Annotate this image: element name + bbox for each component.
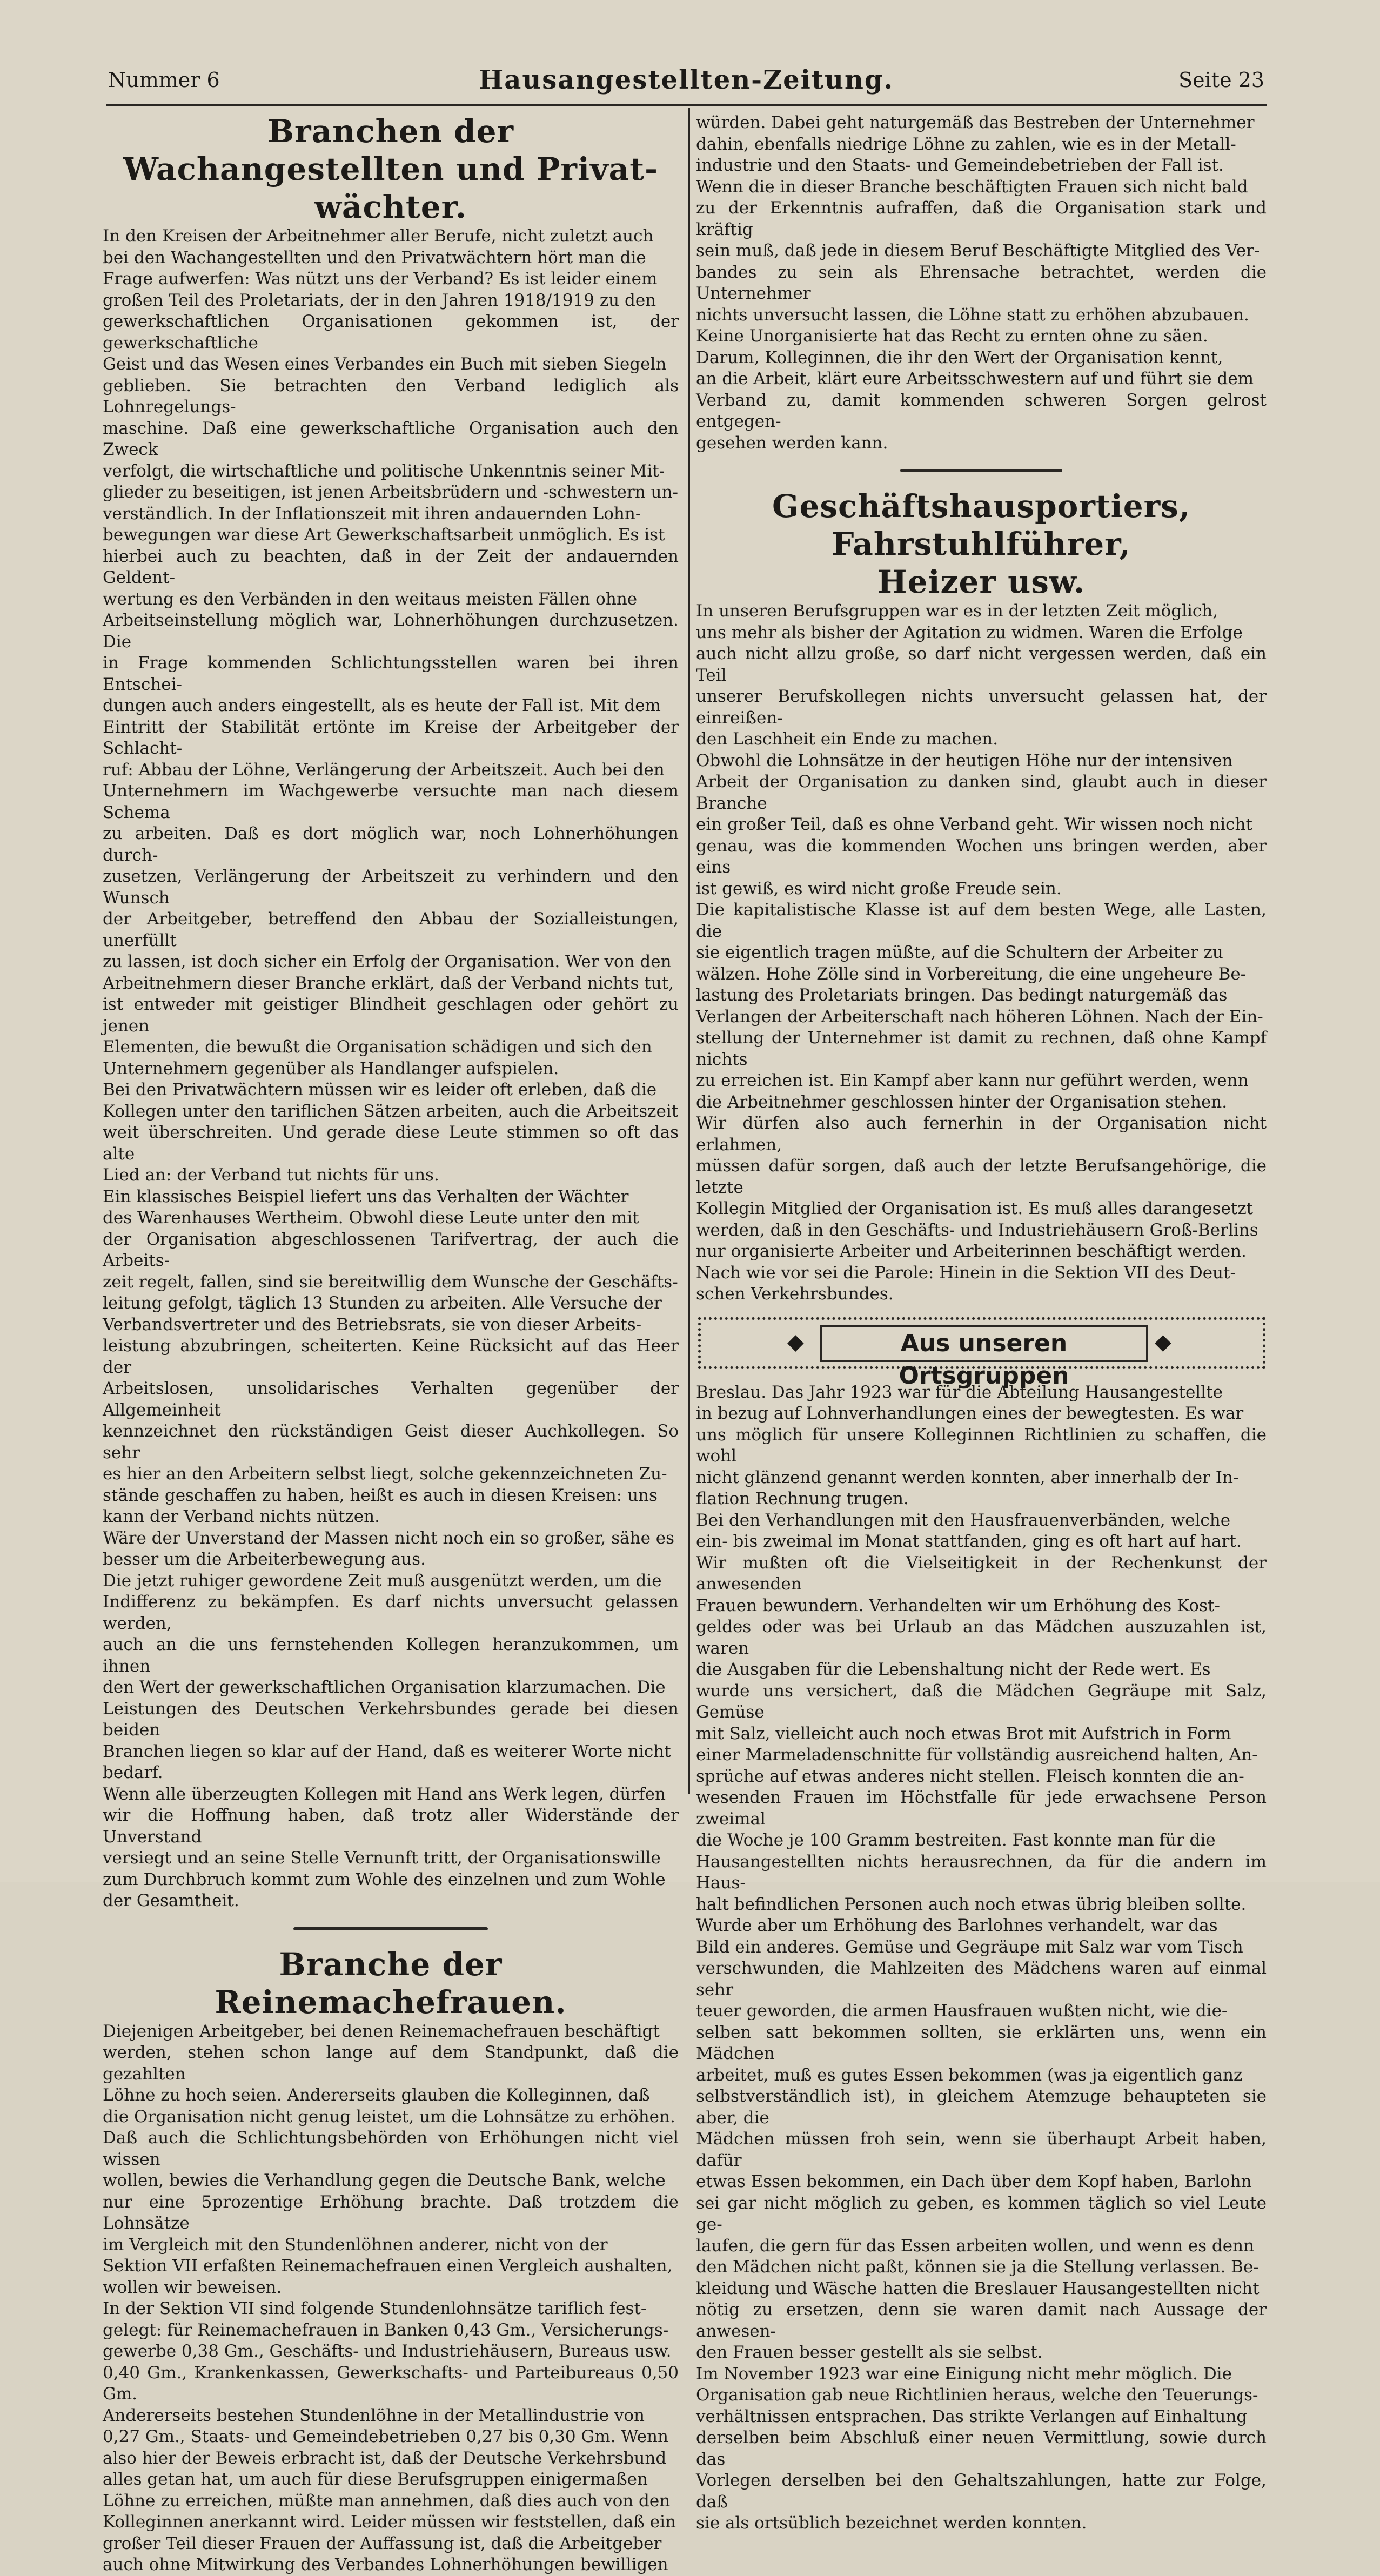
paragraph: Im November 1923 war eine Einigung nicht mehr möglich. Die Organisation gab neue Richtlinien heraus, welche den Teuerungs- verhältnissen entsprachen. Das strikte Verlangen auf Einhaltung derselben beim Abschluß einer neuen Vermittlung, sowie durch das Vorlegen derselben bei den Gehaltszahlungen, hatte zur Folge, daß sie als ortsüblich bezeichnet werden konnten. bbox=[696, 2364, 1267, 2533]
diamond-ornament-icon: ◆ bbox=[787, 1329, 804, 1354]
page-header bbox=[108, 65, 1264, 103]
section-divider bbox=[900, 469, 1062, 472]
paragraph: In unseren Berufsgruppen war es in der letzten Zeit möglich, uns mehr als bisher der Agitation zu widmen. Waren die Erfolge auch nicht allzu große, so darf nicht vergessen werden, daß ein Teil unserer Berufskollegen nichts unversucht gelassen hat, der einreißen- den Laschheit ein Ende zu machen. bbox=[696, 601, 1267, 749]
diamond-ornament-icon: ◆ bbox=[1155, 1329, 1171, 1354]
issue-number: Nummer 6 bbox=[108, 68, 220, 92]
paragraph: Die kapitalistische Klasse ist auf dem besten Wege, alle Lasten, die sie eigentlich tragen müßte, auf die Schultern der Arbeiter zu wälzen. Hohe Zölle sind in Vorbereitung, die eine ungeheure Be- lastung des Proletariats bringen. Das bedingt naturgemäß das Verlangen der Arbeiterschaft nach höheren Löhnen. Nach der Ein- stellung der Unternehmer ist damit zu rechnen, daß ohne Kampf nichts zu erreichen ist. Ein Kampf aber kann nur geführt werden, wenn die Arbeitnehmer geschlossen hinter der Organisation stehen. bbox=[696, 900, 1267, 1112]
page-number: Seite 23 bbox=[1178, 68, 1264, 92]
column-rule bbox=[688, 108, 690, 1794]
paragraph: Wenn die in dieser Branche beschäftigten Frauen sich nicht bald zu der Erkenntnis aufraffen, daß die Organisation stark und kräftig sein muß, daß jede in diesem Beruf Beschäftigte Mitglied des Ver- bandes zu sein als Ehrensache betrachtet, werden die Unternehmer nichts unversucht lassen, die Löhne statt zu erhöhen abzubauen. bbox=[696, 177, 1267, 325]
left-column bbox=[103, 112, 679, 2576]
section-divider bbox=[293, 1927, 488, 1930]
newspaper-title: Hausangestellten-Zeitung. bbox=[478, 65, 894, 95]
paragraph: Darum, Kolleginnen, die ihr den Wert der Organisation kennt, an die Arbeit, klärt eure Arbeitsschwestern auf und führt sie dem Verband zu, damit kommenden schweren Sorgen gelrost entgegen- gesehen werden kann. bbox=[696, 347, 1267, 453]
paragraph: Wir dürfen also auch fernerhin in der Organisation nicht erlahmen, müssen dafür sorgen, daß auch der letzte Berufsangehörige, die letzte Kollegin Mitglied der Organisation ist. Es muß alles darangesetzt werden, daß in den Geschäfts- und Industriehäusern Groß-Berlins nur organisierte Arbeiter und Arbeiterinnen beschäftigt werden. Nach wie vor sei die Parole: Hinein in die Sektion VII des Deut- schen Verkehrsbundes. bbox=[696, 1113, 1267, 1304]
paragraph: Bei den Privatwächtern müssen wir es leider oft erleben, daß die Kollegen unter den tariflichen Sätzen arbeiten, auch die Arbeitszeit weit überschreiten. Und gerade diese Leute stimmen so oft das alte Lied an: der Verband tut nichts für uns. bbox=[103, 1080, 679, 1185]
paragraph: Die jetzt ruhiger gewordene Zeit muß ausgenützt werden, um die Indifferenz zu bekämpfen. Es darf nichts unversucht gelassen werden, auch an die uns fernstehenden Kollegen heranzukommen, um ihnen den Wert der gewerkschaftlichen Organisation klarzumachen. Die Leistungen des Deutschen Verkehrsbundes gerade bei diesen beiden Branchen liegen so klar auf der Hand, daß es weiterer Worte nicht bedarf. bbox=[103, 1571, 679, 1782]
heading-wachangestellte: Branchen der Wachangestellten und Privat- wächter. bbox=[123, 113, 659, 225]
paragraph: Wenn alle überzeugten Kollegen mit Hand ans Werk legen, dürfen wir die Hoffnung haben, daß trotz aller Widerstände der Unverstand versiegt und an seine Stelle Vernunft tritt, der Organisationswille zum Durchbruch kommt zum Wohle des einzelnen und zum Wohle der Gesamtheit. bbox=[103, 1784, 679, 1910]
paragraph: Breslau. Das Jahr 1923 war für die Abteilung Hausangestellte in bezug auf Lohnverhandlungen eines der bewegtesten. Es war uns möglich für unsere Kolleginnen Richtlinien zu schaffen, die wohl nicht glänzend genannt werden konnten, aber innerhalb der In- flation Rechnung trugen. bbox=[696, 1382, 1267, 1508]
paragraph: Bei den Verhandlungen mit den Hausfrauenverbänden, welche ein- bis zweimal im Monat stattfanden, ging es oft hart auf hart. Wir mußten oft die Vielseitigkeit in der Rechenkunst der anwesenden Frauen bewundern. Verhandelten wir um Erhöhung des Kost- geldes oder was bei Urlaub an das Mädchen auszuzahlen ist, waren die Ausgaben für die Lebenshaltung nicht der Rede wert. Es wurde uns versichert, daß die Mädchen Gegräupe mit Salz, Gemüse mit Salz, vielleicht auch noch etwas Brot mit Aufstrich in Form einer Marmeladenschnitte für vollständig ausreichend halten, An- sprüche auf etwas anderes nicht stellen. Fleisch konnten die an- wesenden Frauen im Höchstfalle für jede erwachsene Person zweimal die Woche je 100 Gramm bestreiten. Fast konnte man für die Hausangestellten nichts herausrechnen, da für die andern im Haus- halt befindlichen Personen auch noch etwas übrig bleiben sollte. bbox=[696, 1510, 1267, 1914]
header-rule bbox=[106, 104, 1267, 106]
paragraph: würden. Dabei geht naturgemäß das Bestreben der Unternehmer dahin, ebenfalls niedrige Löhne zu zahlen, wie es in der Metall- industrie und den Staats- und Gemeindebetrieben der Fall ist. bbox=[696, 113, 1255, 175]
paragraph: Obwohl die Lohnsätze in der heutigen Höhe nur der intensiven Arbeit der Organisation zu danken sind, glaubt auch in dieser Branche ein großer Teil, daß es ohne Verband geht. Wir wissen noch nicht genau, was die kommenden Wochen uns bringen werden, aber eins ist gewiß, es wird nicht große Freude sein. bbox=[696, 750, 1267, 898]
paragraph: Keine Unorganisierte hat das Recht zu ernten ohne zu säen. bbox=[696, 326, 1208, 346]
paragraph: Ein klassisches Beispiel liefert uns das Verhalten der Wächter des Warenhauses Wertheim. Obwohl diese Leute unter den mit der Organisation abgeschlossenen Tarifvertrag, der auch die Arbeits- zeit regelt, fallen, sind sie bereitwillig dem Wunsche der Geschäfts- leitung gefolgt, täglich 13 Stunden zu arbeiten. Alle Versuche der Verbandsvertreter und des Betriebsrats, sie von dieser Arbeits- leistung abzubringen, scheiterten. Keine Rücksicht auf das Heer der Arbeitslosen, unsolidarisches Verhalten gegenüber der Allgemeinheit kennzeichnet den rückständigen Geist dieser Auchkollegen. So sehr es hier an den Arbeitern selbst liegt, solche gekennzeichneten Zu- stände geschaffen zu haben, heißt es auch in diesen Kreisen: uns kann der Verband nichts nützen. bbox=[103, 1186, 679, 1526]
ortsgruppen-banner bbox=[698, 1317, 1265, 1390]
paragraph: In den Kreisen der Arbeitnehmer aller Berufe, nicht zuletzt auch bei den Wachangestellten und den Privatwächtern hört man die Frage aufwerfen: Was nützt uns der Verband? Es ist leider einem großen Teil des Proletariats, der in den Jahren 1918/1919 zu den gewerkschaftlichen Organisationen gekommen ist, der gewerkschaftliche Geist und das Wesen eines Verbandes ein Buch mit sieben Siegeln geblieben. Sie betrachten den Verband lediglich als Lohnregelungs- maschine. Daß eine gewerkschaftliche Organisation auch den Zweck verfolgt, die wirtschaftliche und politische Unkenntnis seiner Mit- glieder zu beseitigen, ist jenen Arbeitsbrüdern und -schwestern un- verständlich. In der Inflationszeit mit ihren andauernden Lohn- bewegungen war diese Art Gewerkschaftsarbeit unmöglich. Es ist hierbei auch zu beachten, daß in der Zeit der andauernden Geldent- wertung es den Verbänden in den weitaus meisten Fällen ohne Arbeitseinstellung möglich war, Lohnerhöhungen durchzusetzen. Die in Frage kommenden Schlichtungsstellen waren bei ihren Entschei- dungen auch anders eingestellt, als es heute der Fall ist. Mit dem Eintritt der Stabilität ertönte im Kreise der Arbeitgeber der Schlacht- ruf: Abbau der Löhne, Verlängerung der Arbeitszeit. Auch bei den Unternehmern im Wachgewerbe versuchte man nach diesem Schema zu arbeiten. Daß es dort möglich war, noch Lohnerhöhungen durch- zusetzen, Verlängerung der Arbeitszeit zu verhindern und den Wunsch der Arbeitgeber, betreffend den Abbau der Sozialleistungen, unerfüllt zu lassen, ist doch sicher ein Erfolg der Organisation. Wer von den Arbeitnehmern dieser Branche erklärt, daß der Verband nichts tut, ist entweder mit geistiger Blindheit geschlagen oder gehört zu jenen Elementen, die bewußt die Organisation schädigen und sich den Unternehmern gegenüber als Handlanger aufspielen. bbox=[103, 226, 679, 1078]
paragraph: Wurde aber um Erhöhung des Barlohnes verhandelt, war das Bild ein anderes. Gemüse und Gegräupe mit Salz war vom Tisch verschwunden, die Mahlzeiten des Mädchens waren auf einmal sehr teuer geworden, die armen Hausfrauen wußten nicht, wie die- selben satt bekommen sollten, sie erklärten uns, wenn ein Mädchen arbeitet, muß es gutes Essen bekommen (was ja eigentlich ganz selbstverständlich ist), in gleichem Atemzuge behaupteten sie aber, die Mädchen müssen froh sein, wenn sie überhaupt Arbeit haben, dafür etwas Essen bekommen, ein Dach über dem Kopf haben, Barlohn sei gar nicht möglich zu geben, es kommen täglich so viel Leute ge- laufen, die gern für das Essen arbeiten wollen, und wenn es denn den Mädchen nicht paßt, können sie ja die Stellung verlassen. Be- kleidung und Wäsche hatten die Breslauer Hausangestellten nicht nötig zu ersetzen, denn sie waren damit nach Aussage der anwesen- den Frauen besser gestellt als sie selbst. bbox=[696, 1916, 1267, 2362]
heading-reinemachefrauen: Branche der Reinemachefrauen. bbox=[215, 1946, 567, 2021]
right-column bbox=[696, 112, 1267, 2534]
ortsgruppen-title: Aus unseren Ortsgruppen bbox=[820, 1325, 1148, 1362]
paragraph: Wäre der Unverstand der Massen nicht noch ein so großer, sähe es besser um die Arbeiterbewegung aus. bbox=[103, 1528, 675, 1569]
paragraph: In der Sektion VII sind folgende Stundenlohnsätze tariflich fest- gelegt: für Reinemachefrauen in Banken 0,43 Gm., Versicherungs- gewerbe 0,38 Gm., Geschäfts- und Industriehäusern, Bureaus usw. 0,40 Gm., Krankenkassen, Gewerkschafts- und Parteibureaus 0,50 Gm. Andererseits bestehen Stundenlöhne in der Metallindustrie von 0,27 Gm., Staats- und Gemeindebetrieben 0,27 bis 0,30 Gm. Wenn also hier der Beweis erbracht ist, daß der Deutsche Verkehrsbund alles getan hat, um auch für diese Berufsgruppen einigermaßen Löhne zu erreichen, müßte man annehmen, daß dies auch von den Kolleginnen anerkannt wird. Leider müssen wir feststellen, daß ein großer Teil dieser Frauen der Auffassung ist, daß die Arbeitgeber auch ohne Mitwirkung des Verbandes Lohnerhöhungen bewilligen bbox=[103, 2299, 679, 2574]
paragraph: Diejenigen Arbeitgeber, bei denen Reinemachefrauen beschäftigt werden, stehen schon lange auf dem Standpunkt, daß die gezahlten Löhne zu hoch seien. Andererseits glauben die Kolleginnen, daß die Organisation nicht genug leistet, um die Lohnsätze zu erhöhen. Daß auch die Schlichtungsbehörden von Erhöhungen nicht viel wissen wollen, bewies die Verhandlung gegen die Deutsche Bank, welche nur eine 5prozentige Erhöhung brachte. Daß trotzdem die Lohnsätze im Vergleich mit den Stundenlöhnen anderer, nicht von der Sektion VII erfaßten Reinemachefrauen einen Vergleich aushalten, wollen wir beweisen. bbox=[103, 2021, 679, 2297]
heading-geschaeftshausportiers: Geschäftshausportiers, Fahrstuhlführer, Heizer usw. bbox=[772, 488, 1191, 600]
